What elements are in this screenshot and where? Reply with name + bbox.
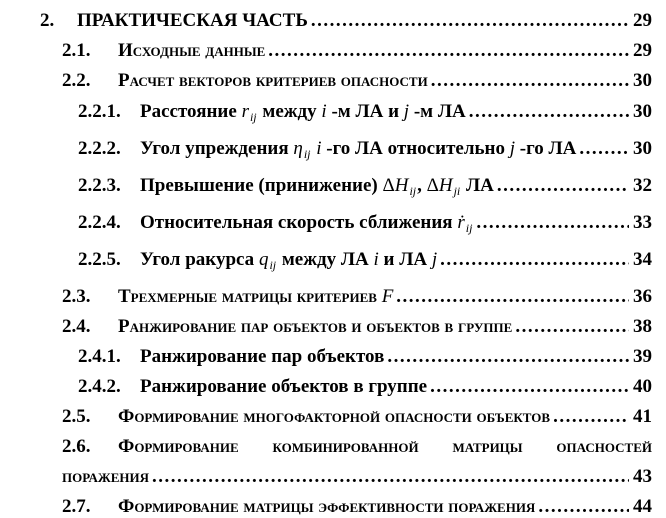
math-symbol: Δ — [426, 175, 439, 196]
toc-entry-2-7[interactable] — [0, 496, 652, 517]
math-variable: i — [321, 101, 327, 122]
toc-entry-number: 2.2.5. — [78, 249, 121, 270]
toc-entry-label-segment: Относительная скорость сближения — [140, 212, 458, 233]
page-number: 29 — [633, 10, 652, 31]
math-subscript: ij — [465, 221, 473, 235]
toc-entry-label-word: опасностей — [556, 436, 652, 457]
toc-entry-number: 2. — [40, 10, 55, 31]
math-variable: i — [316, 138, 322, 159]
page-number: 41 — [633, 406, 652, 427]
math-subscript: ij — [303, 147, 311, 161]
toc-entry-2-2-2[interactable] — [0, 138, 652, 159]
toc-entry-label — [140, 346, 384, 367]
toc-entry-number: 2.2.4. — [78, 212, 121, 233]
page-number: 29 — [633, 40, 652, 61]
toc-entry-label — [140, 175, 494, 196]
toc-entry-2-3[interactable] — [0, 286, 652, 307]
page-number: 33 — [633, 212, 652, 233]
toc-entry-label-segment: Превышение (принижение) — [140, 175, 383, 196]
dot-leader — [515, 316, 629, 337]
math-variable: H — [394, 175, 409, 196]
dot-leader — [469, 101, 629, 122]
table-of-contents — [0, 10, 652, 517]
toc-entry-2-5[interactable] — [0, 406, 652, 427]
toc-entry-label-segment: Расчет векторов критериев опасности — [118, 70, 428, 91]
toc-entry-2-4[interactable] — [0, 316, 652, 337]
math-variable: H — [438, 175, 453, 196]
math-variable: j — [403, 101, 410, 122]
dot-leader — [579, 138, 629, 159]
toc-entry-label-segment: ЛА — [461, 175, 494, 196]
page-number: 38 — [633, 316, 652, 337]
math-variable: F — [381, 286, 394, 307]
toc-entry-2-2-4[interactable] — [0, 212, 652, 233]
dot-leader — [538, 496, 629, 517]
toc-entry-number: 2.2.3. — [78, 175, 121, 196]
dot-leader — [553, 406, 629, 427]
page-number: 43 — [633, 466, 652, 487]
dot-leader — [431, 70, 629, 91]
toc-entry-label-segment: Расстояние — [140, 101, 242, 122]
dot-leader — [268, 40, 629, 61]
toc-entry-2-4-2[interactable] — [0, 376, 652, 397]
toc-entry-label-word: матрицы — [452, 436, 523, 457]
toc-entry-label-segment: Исходные данные — [118, 40, 266, 61]
toc-entry-label-segment: , — [417, 175, 427, 196]
math-symbol: Δ — [382, 175, 395, 196]
toc-entry-label — [140, 249, 437, 270]
toc-entry-2-2[interactable] — [0, 70, 652, 91]
math-variable: η — [293, 138, 303, 159]
toc-entry-label-segment: между — [257, 101, 322, 122]
page-number: 30 — [633, 101, 652, 122]
toc-entry-number: 2.2. — [62, 70, 91, 91]
toc-entry-number: 2.4.1. — [78, 346, 121, 367]
toc-entry-2[interactable] — [0, 10, 652, 31]
toc-entry-number: 2.2.1. — [78, 101, 121, 122]
page-number: 39 — [633, 346, 652, 367]
toc-entry-number: 2.7. — [62, 496, 91, 517]
math-variable: j — [509, 138, 516, 159]
math-variable: ṙ — [457, 212, 465, 233]
toc-entry-number: 2.4.2. — [78, 376, 121, 397]
dot-leader — [476, 212, 629, 233]
dot-leader — [152, 466, 629, 487]
toc-entry-label — [140, 101, 466, 122]
dot-leader — [497, 175, 629, 196]
toc-entry-label-segment: Ранжирование пар объектов — [140, 346, 385, 367]
toc-entry-number: 2.3. — [62, 286, 91, 307]
toc-entry-label — [140, 376, 427, 397]
toc-entry-label — [118, 40, 265, 61]
page-number: 44 — [633, 496, 652, 517]
dot-leader — [387, 346, 629, 367]
toc-entry-number: 2.4. — [62, 316, 91, 337]
toc-entry-2-6[interactable] — [0, 436, 652, 457]
toc-entry-label-segment: Трехмерные матрицы критериев — [118, 286, 382, 307]
page-number: 30 — [633, 70, 652, 91]
toc-entry-number: 2.1. — [62, 40, 91, 61]
toc-entry-label-word: комбинированной — [272, 436, 419, 457]
page-number: 34 — [633, 249, 652, 270]
toc-entry-label-segment: Формирование матрицы эффективности поражения — [118, 496, 536, 517]
toc-entry-2-2-1[interactable] — [0, 101, 652, 122]
toc-entry-label-segment: Ранжирование объектов в группе — [140, 376, 428, 397]
dot-leader — [311, 10, 629, 31]
math-subscript: ij — [269, 258, 277, 272]
toc-entry-label-segment: -м ЛА — [409, 101, 466, 122]
toc-entry-label-segment: Формирование многофакторной опасности объектов — [118, 406, 551, 427]
toc-entry-label-segment: Ранжирование пар объектов и объектов в группе — [118, 316, 513, 337]
toc-entry-label — [118, 496, 535, 517]
toc-entry-label — [118, 286, 393, 307]
toc-entry-label — [118, 70, 428, 91]
toc-entry-label-segment: и ЛА — [378, 249, 432, 270]
page-number: 30 — [633, 138, 652, 159]
toc-entry-number: 2.2.2. — [78, 138, 121, 159]
toc-entry-label-segment: -го ЛА — [515, 138, 577, 159]
toc-entry-label — [118, 316, 512, 337]
dot-leader — [440, 249, 629, 270]
toc-entry-label-segment: -го ЛА относительно — [321, 138, 510, 159]
dot-leader — [396, 286, 629, 307]
toc-entry-2-1[interactable] — [0, 40, 652, 61]
page-number: 32 — [633, 175, 652, 196]
math-subscript: ij — [249, 110, 257, 124]
math-subscript: ij — [409, 184, 417, 198]
math-variable: q — [258, 249, 269, 270]
toc-entry-label — [118, 406, 550, 427]
toc-entry-label-segment: Угол ракурса — [140, 249, 259, 270]
math-variable: r — [241, 101, 249, 122]
toc-entry-label: поражения — [62, 466, 150, 487]
toc-entry-label-segment: между ЛА — [277, 249, 374, 270]
toc-entry-2-6-line2[interactable] — [0, 466, 652, 487]
toc-entry-label-segment: Угол упреждения — [140, 138, 294, 159]
toc-entry-label — [140, 212, 473, 233]
toc-entry-2-4-1[interactable] — [0, 346, 652, 367]
math-subscript: ji — [453, 184, 461, 198]
toc-entry-2-2-3[interactable] — [0, 175, 652, 196]
toc-entry-label-word: Формирование — [118, 436, 239, 457]
toc-entry-label — [140, 138, 576, 159]
page-number: 40 — [633, 376, 652, 397]
toc-entry-label-segment: -м ЛА и — [326, 101, 404, 122]
page-number: 36 — [633, 286, 652, 307]
math-variable: i — [373, 249, 379, 270]
math-variable: j — [431, 249, 438, 270]
toc-entry-label — [118, 436, 652, 457]
toc-entry-label-segment: ПРАКТИЧЕСКАЯ ЧАСТЬ — [77, 10, 308, 31]
dot-leader — [430, 376, 629, 397]
toc-entry-2-2-5[interactable] — [0, 249, 652, 270]
toc-entry-number: 2.6. — [62, 436, 91, 457]
toc-entry-number: 2.5. — [62, 406, 91, 427]
toc-entry-label — [77, 10, 308, 31]
